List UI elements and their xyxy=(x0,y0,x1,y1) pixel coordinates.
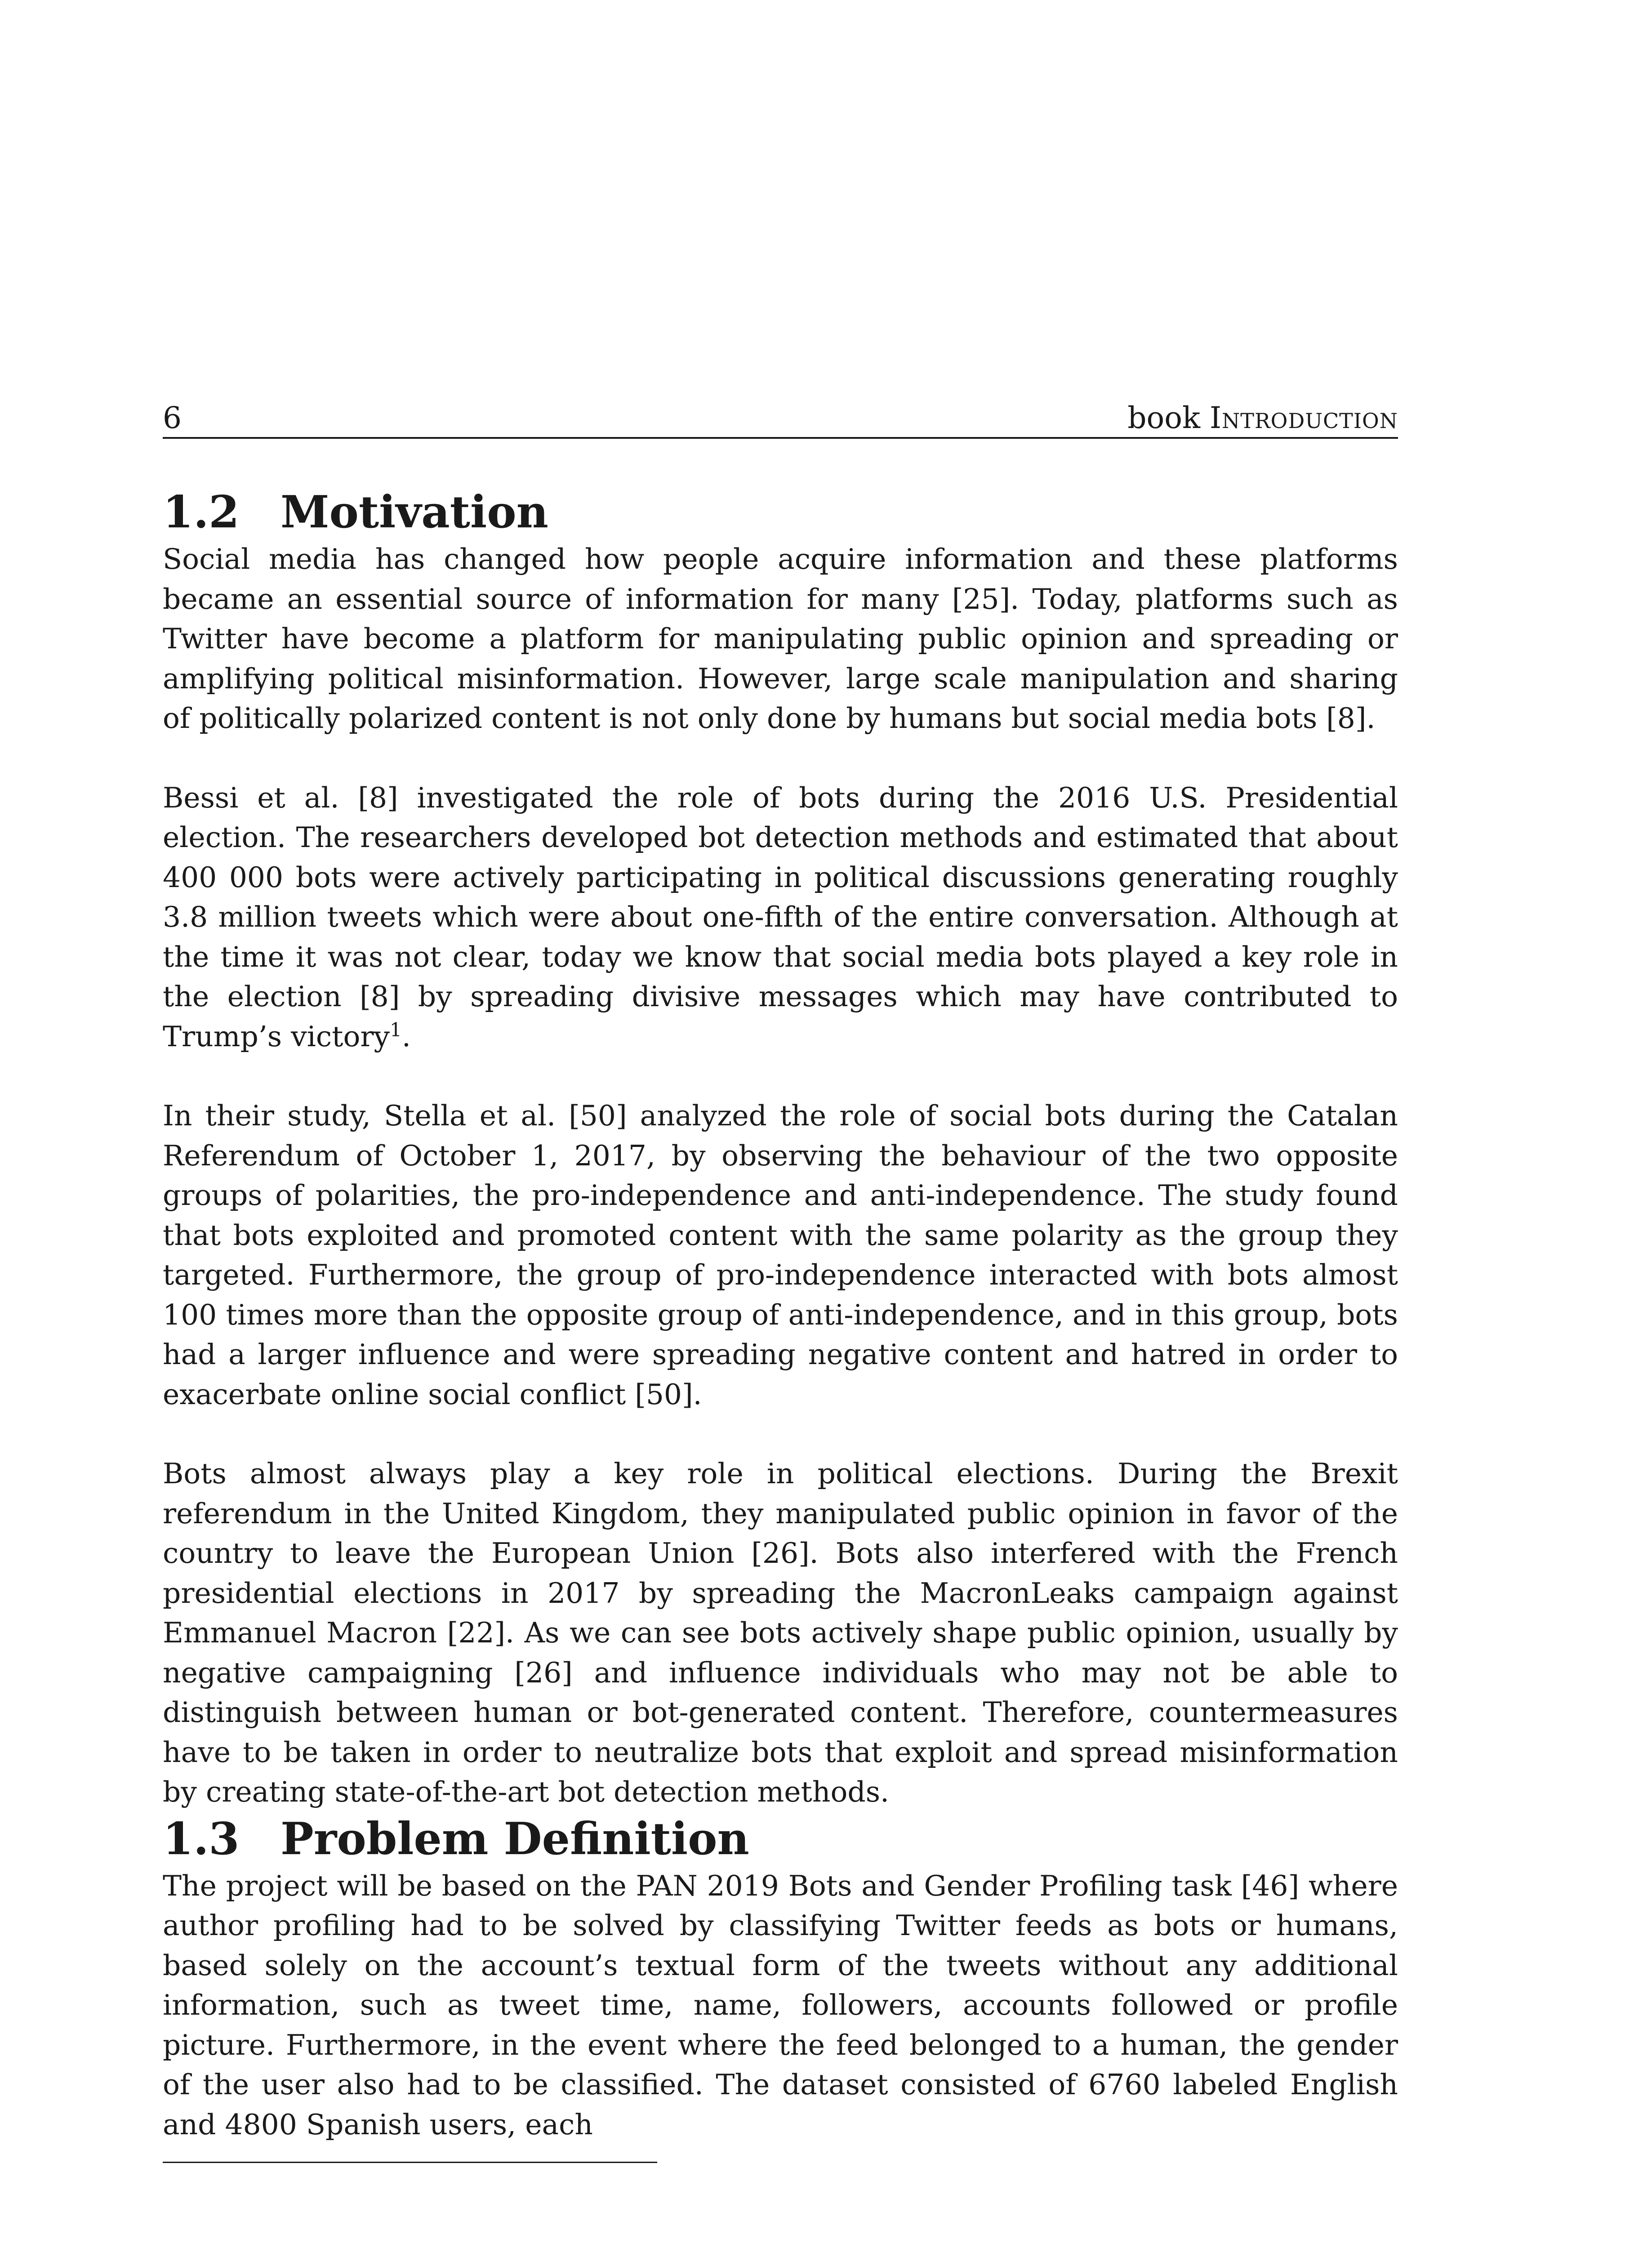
paragraph: In their study, Stella et al. [50] analyzed the role of social bots during the Catalan Referendum of October 1, 2017, by observing the behaviour of the two opposite groups of polarities, the pro-independence and anti-independence. The study found that bots exploited and promoted content with the same polarity as the group they targeted. Furthermore, the group of pro-independence interacted with bots almost 100 times more than the opposite group of anti-independence, and in this group, bots had a larger influence and were spreading negative content and hatred in order to exacerbate online social conflict [50]. xyxy=(163,1099,1398,1411)
paragraph-with-footnote xyxy=(163,778,1398,1057)
section-title: Motivation xyxy=(281,486,548,538)
sentence-end: . xyxy=(401,1020,411,1053)
section-heading-motivation xyxy=(163,486,1398,540)
main-content xyxy=(163,486,1398,2145)
footnote-marker[interactable]: 1 xyxy=(390,1018,402,1041)
section-title: Problem Definition xyxy=(281,1813,749,1865)
section-number: 1.2 xyxy=(163,486,240,538)
header-page-number: 6 xyxy=(163,401,182,435)
paragraph: The project will be based on the PAN 2019 Bots and Gender Profiling task [46] where author profiling had to be solved by classifying Twitter feeds as bots or humans, based solely on the account’s textual form of the tweets without any additional information, such as tweet time, name, followers, accounts followed or profile picture. Furthermore, in the event where the feed belonged to a human, the gender of the user also had to be classified. The dataset consisted of 6760 labeled English and 4800 Spanish users, each xyxy=(163,1869,1398,2141)
footnote-divider xyxy=(163,2162,657,2163)
header-chapter-prefix: book xyxy=(1127,401,1200,435)
running-header xyxy=(163,399,1398,439)
paragraph: Social media has changed how people acquire information and these platforms became an essential source of information for many [25]. Today, platforms such as Twitter have become a platform for manipulating public opinion and spreading or amplifying political misinformation. However, large scale manipulation and sharing of politically polarized content is not only done by humans but social media bots [8]. xyxy=(163,543,1398,735)
section-heading-problem-definition xyxy=(163,1812,1398,1866)
section-number: 1.3 xyxy=(163,1813,240,1865)
paragraph: Bots almost always play a key role in political elections. During the Brexit referendum in the United Kingdom, they manipulated public opinion in favor of the country to leave the European Union [26]. Bots also interfered with the French presidential elections in 2017 by spreading the MacronLeaks campaign against Emmanuel Macron [22]. As we can see bots actively shape public opinion, usually by negative campaigning [26] and influence individuals who may not be able to distinguish between human or bot-generated content. Therefore, countermeasures have to be taken in order to neutralize bots that exploit and spread misinformation by creating state-of-the-art bot detection methods. xyxy=(163,1457,1398,1808)
paragraph-text: Bessi et al. [8] investigated the role of bots during the 2016 U.S. Presidential election. The researchers developed bot detection methods and estimated that about 400 000 bots were actively participating in political discussions generating roughly 3.8 million tweets which were about one-fifth of the entire conversation. Although at the time it was not clear, today we know that social media bots played a key role in the election [8] by spreading divisive messages which may have contributed to Trump’s victory xyxy=(163,781,1398,1053)
header-chapter-title xyxy=(1127,399,1398,437)
header-chapter-name: Introduction xyxy=(1209,401,1398,435)
